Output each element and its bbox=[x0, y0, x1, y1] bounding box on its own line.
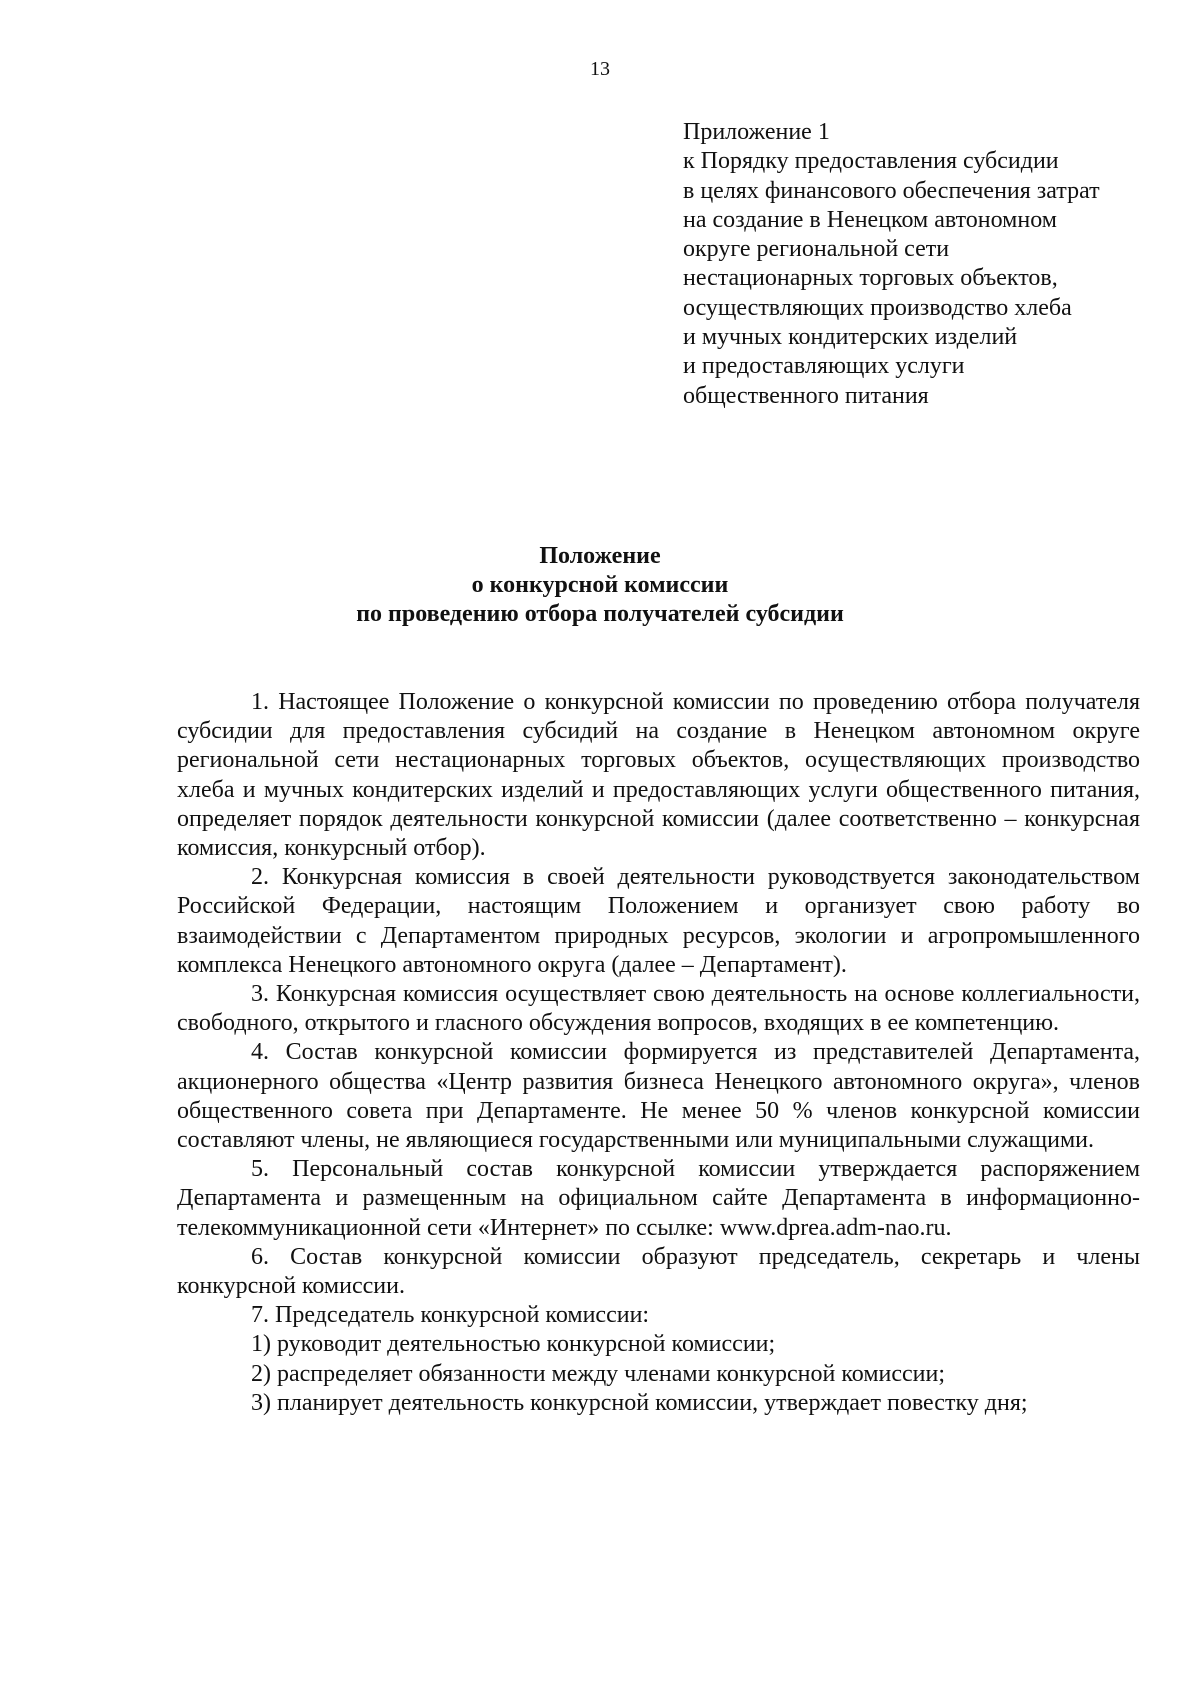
document-body bbox=[177, 688, 1140, 1418]
title-line: о конкурсной комиссии bbox=[471, 572, 729, 598]
page-number: 13 bbox=[590, 58, 610, 80]
appendix-line: и мучных кондитерских изделий bbox=[683, 324, 1018, 351]
appendix-line: на создание в Ненецком автономном bbox=[683, 206, 1057, 233]
appendix-line: к Порядку предоставления субсидии bbox=[683, 148, 1059, 175]
appendix-line: осуществляющих производство хлеба bbox=[683, 294, 1072, 321]
appendix-header bbox=[683, 118, 1183, 411]
appendix-line: общественного питания bbox=[683, 382, 929, 409]
title-line: по проведению отбора получателей субсидии bbox=[356, 601, 844, 627]
paragraph: 7. Председатель конкурсной комиссии: bbox=[251, 1302, 650, 1329]
paragraph: 1. Настоящее Положение о конкурсной комиссии по проведению отбора получателя субсидии для предоставления субсидий на создание в Ненецком автономном округе региональной сети нестационарных торговых объектов, осуществляющих производство хлеба и мучных кондитерских изделий и предоставляющих услуги общественного питания, определяет порядок деятельности конкурсной комиссии (далее соответственно – конкурсная комиссия, конкурсный отбор). bbox=[177, 689, 1140, 862]
list-item: 3) планирует деятельность конкурсной комиссии, утверждает повестку дня; bbox=[251, 1389, 1028, 1416]
appendix-line: округе региональной сети bbox=[683, 236, 950, 263]
list-item: 1) руководит деятельностью конкурсной комиссии; bbox=[251, 1331, 776, 1358]
paragraph: 6. Состав конкурсной комиссии образуют председатель, секретарь и члены конкурсной комиссии. bbox=[177, 1243, 1140, 1300]
list-item: 2) распределяет обязанности между членами конкурсной комиссии; bbox=[251, 1360, 946, 1387]
appendix-line: нестационарных торговых объектов, bbox=[683, 265, 1058, 292]
appendix-line: Приложение 1 bbox=[683, 119, 830, 145]
paragraph: 3. Конкурсная комиссия осуществляет свою деятельность на основе коллегиальности, свободного, открытого и гласного обсуждения вопросов, входящих в ее компетенцию. bbox=[177, 981, 1140, 1037]
paragraph: 5. Персональный состав конкурсной комиссии утверждается распоряжением Департамента и размещенным на официальном сайте Департамента в информационно-телекоммуникационной сети «Интернет» по ссылке: www.dprea.adm-nao.ru. bbox=[177, 1156, 1140, 1241]
document-title bbox=[0, 542, 1200, 629]
title-line: Положение bbox=[539, 543, 661, 569]
paragraph: 2. Конкурсная комиссия в своей деятельности руководствуется законодательством Российской Федерации, настоящим Положением и организует свою работу во взаимодействии с Департаментом природных ресурсов, экологии и агропромышленного комплекса Ненецкого автономного округа (далее – Департамент). bbox=[177, 864, 1140, 978]
paragraph: 4. Состав конкурсной комиссии формируется из представителей Департамента, акционерного общества «Центр развития бизнеса Ненецкого автономного округа», членов общественного совета при Департаменте. Не менее 50 % членов конкурсной комиссии составляют члены, не являющиеся государственными или муниципальными служащими. bbox=[177, 1039, 1140, 1154]
appendix-line: и предоставляющих услуги bbox=[683, 353, 965, 380]
appendix-line: в целях финансового обеспечения затрат bbox=[683, 177, 1100, 204]
